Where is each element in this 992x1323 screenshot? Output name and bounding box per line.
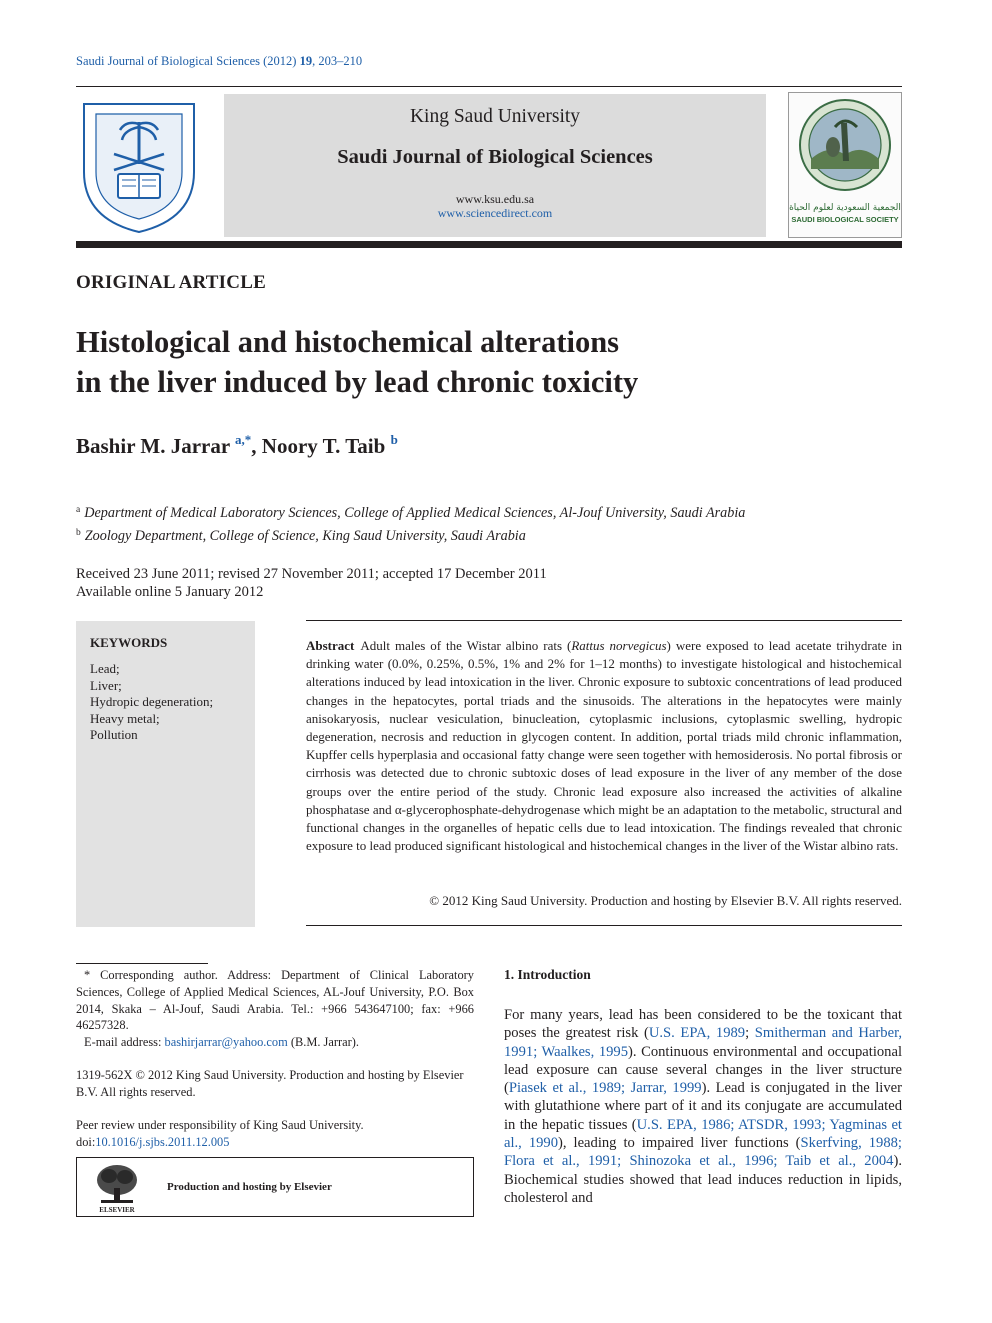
affiliation-a-mark: a — [76, 505, 81, 515]
intro-text: ). Continuous environmental and occupational lead exposure can cause several changes in the liver structure ( — [504, 1043, 902, 1097]
affiliation-b-text: Zoology Department, College of Science, King Saud University, Saudi Arabia — [84, 528, 526, 544]
elsevier-hosting-text: Production and hosting by Elsevier — [167, 1181, 332, 1193]
citation-link[interactable]: Skerfving, 1988; Flora et al., 1991; Shinozoka et al., 1996; Taib et al., 2004 — [504, 1135, 902, 1170]
society-name: SAUDI BIOLOGICAL SOCIETY — [791, 215, 899, 224]
email-label: E-mail address: — [84, 1035, 165, 1050]
author-1-affil-mark[interactable]: a,* — [235, 432, 252, 447]
intro-text: ). Lead is conjugated in the liver with glutathione where part of it and its conjugate are accumulated in the hepatic tissues ( — [504, 1080, 902, 1133]
affiliation-a — [76, 500, 745, 523]
keyword-item: Pollution — [90, 727, 138, 742]
email-line — [76, 1034, 474, 1051]
elsevier-tree-icon — [93, 1162, 141, 1214]
doi-link[interactable]: 10.1016/j.sjbs.2011.12.005 — [95, 1134, 230, 1149]
saudi-biological-society-logo — [788, 92, 902, 238]
running-head-pages: , 203–210 — [312, 54, 363, 68]
masthead-bottom-rule — [76, 241, 902, 248]
elsevier-logo-text: ELSEVIER — [99, 1206, 135, 1214]
keywords-heading: KEYWORDS — [90, 635, 168, 650]
citation-link[interactable]: U.S. EPA, 1986; ATSDR, 1993; Yagminas et al., 1990 — [504, 1116, 902, 1152]
abstract-bottom-rule — [306, 925, 902, 926]
title-line-1: Histological and histochemical alterations — [76, 325, 620, 359]
corresponding-author-note — [76, 967, 474, 1051]
affiliation-a-text: Department of Medical Laboratory Sciences, College of Applied Medical Sciences, Al-Jouf University, Saudi Arabia — [84, 505, 746, 521]
article-title — [76, 322, 836, 402]
introduction-text — [504, 1006, 902, 1207]
corresponding-text: Corresponding author. Address: Department of Clinical Laboratory Sciences, College of Applied Medical Sciences, AL-Jouf University, P.O. Box 2014, Skaka – Al-Jouf, Saudi Arabia. Tel.: +966 543647100; fax: +966 46257328. — [76, 968, 474, 1033]
affiliations — [76, 500, 745, 546]
author-2[interactable]: Noory T. Taib — [261, 434, 386, 458]
running-head — [76, 54, 362, 69]
footnote-star: * — [84, 968, 91, 982]
society-arabic-name: الجمعية السعودية لعلوم الحياة — [789, 203, 901, 213]
peer-review-text: Peer review under responsibility of King Saud University. — [76, 1118, 364, 1132]
peer-review-note — [76, 1117, 474, 1151]
email-link[interactable]: bashirjarrar@yahoo.com — [164, 1035, 288, 1050]
available-online: Available online 5 January 2012 — [76, 584, 264, 600]
abstract-label: Abstract — [306, 638, 355, 653]
author-separator: , — [251, 434, 262, 458]
abstract-copyright: © 2012 King Saud University. Production and hosting by Elsevier B.V. All rights reserved. — [429, 893, 902, 908]
masthead — [76, 86, 902, 250]
intro-text: ). Biochemical studies showed that lead induces reduction in lipids, cholesterol and — [504, 1153, 902, 1206]
keyword-item: Hydropic degeneration; — [90, 694, 214, 709]
running-head-volume: 19 — [299, 54, 313, 68]
ksu-url[interactable]: www.ksu.edu.sa — [455, 192, 535, 206]
received-dates: Received 23 June 2011; revised 27 November 2011; accepted 17 December 2011 — [76, 566, 547, 582]
author-2-affil-mark[interactable]: b — [390, 432, 398, 447]
ksu-seal-logo — [76, 94, 202, 236]
email-suffix: (B.M. Jarrar). — [287, 1035, 359, 1050]
elsevier-box — [76, 1157, 474, 1217]
citation-link[interactable]: U.S. EPA, 1989 — [648, 1025, 746, 1042]
article-type: ORIGINAL ARTICLE — [76, 272, 266, 293]
masthead-top-rule — [76, 86, 902, 87]
intro-text: ), leading to impaired liver functions ( — [558, 1135, 801, 1152]
citation-link[interactable]: Smitherman and Harber, 1991; Waalkes, 1995 — [504, 1025, 902, 1060]
title-line-2: in the liver induced by lead chronic toxicity — [76, 365, 639, 399]
species-name: Rattus norvegicus — [571, 638, 667, 653]
journal-name: Saudi Journal of Biological Sciences — [337, 146, 653, 168]
sbs-emblem-icon — [789, 93, 901, 201]
doi-line — [76, 1134, 474, 1151]
citation-link[interactable]: Piasek et al., 1989; Jarrar, 1999 — [508, 1080, 702, 1097]
article-history — [76, 565, 547, 601]
footnote-rule — [76, 963, 208, 964]
intro-text: ; — [745, 1025, 755, 1042]
abstract-text-2: ) were exposed to lead acetate trihydrate in drinking water (0.0%, 0.25%, 0.5%, 1% and 2% for 1–12 months) to investigate histological and histochemical alterations induced by lead intoxication in the liver. Chronic exposure to subtoxic concentrations of lead produced changes in the hepatocytes, portal triads and the sinusoids. The alterations in the hepatocytes were mainly anisokaryosis, nuclear vesiculation, binucleation, cytoplasmic inclusions, cytoplasmic swelling, hydropic degeneration, necrosis and reduction in glycogen content. In addition, portal triads mild chronic inflammation, Kupffer cells hyperplasia and occasional fatty change were seen together with hemosiderosis. No portal fibrosis or cirrhosis was detected due to chronic subtoxic doses of lead exposure in the liver of any member of the dose groups over the entire period of the study. Chronic lead exposure also increased the activities of alkaline phosphatase and α-glycerophosphate-dehydrogenase which might be an adaptation to the metabolic, structural and functional changes in the organelles of hepatic cells due to lead intoxication. The findings revealed that chronic exposure to lead produced significant histological and histochemical changes in the liver of the Wistar albino rats. — [306, 638, 902, 854]
university-name: King Saud University — [409, 106, 581, 127]
doi-prefix: doi: — [76, 1134, 96, 1149]
section-heading-introduction: 1. Introduction — [504, 967, 591, 982]
journal-banner — [224, 94, 766, 237]
affiliation-b-mark: b — [76, 528, 81, 538]
issn-copyright: 1319-562X © 2012 King Saud University. Production and hosting by Elsevier B.V. All rights reserved. — [76, 1068, 464, 1099]
keywords-box — [76, 621, 255, 927]
abstract-top-rule — [306, 620, 902, 621]
affiliation-b — [76, 523, 745, 546]
sciencedirect-url[interactable]: www.sciencedirect.com — [437, 206, 553, 220]
abstract-text-1: Adult males of the Wistar albino rats ( — [360, 638, 572, 653]
keyword-item: Heavy metal; — [90, 710, 160, 726]
author-1[interactable]: Bashir M. Jarrar — [76, 434, 230, 458]
running-head-journal: Saudi Journal of Biological Sciences (2012) — [76, 54, 297, 68]
keyword-item: Liver; — [90, 677, 122, 693]
author-list — [76, 432, 398, 459]
keyword-item: Lead; — [90, 661, 120, 676]
intro-text: For many years, lead has been considered to be the toxicant that poses the greatest risk ( — [504, 1007, 902, 1042]
abstract — [306, 637, 902, 855]
